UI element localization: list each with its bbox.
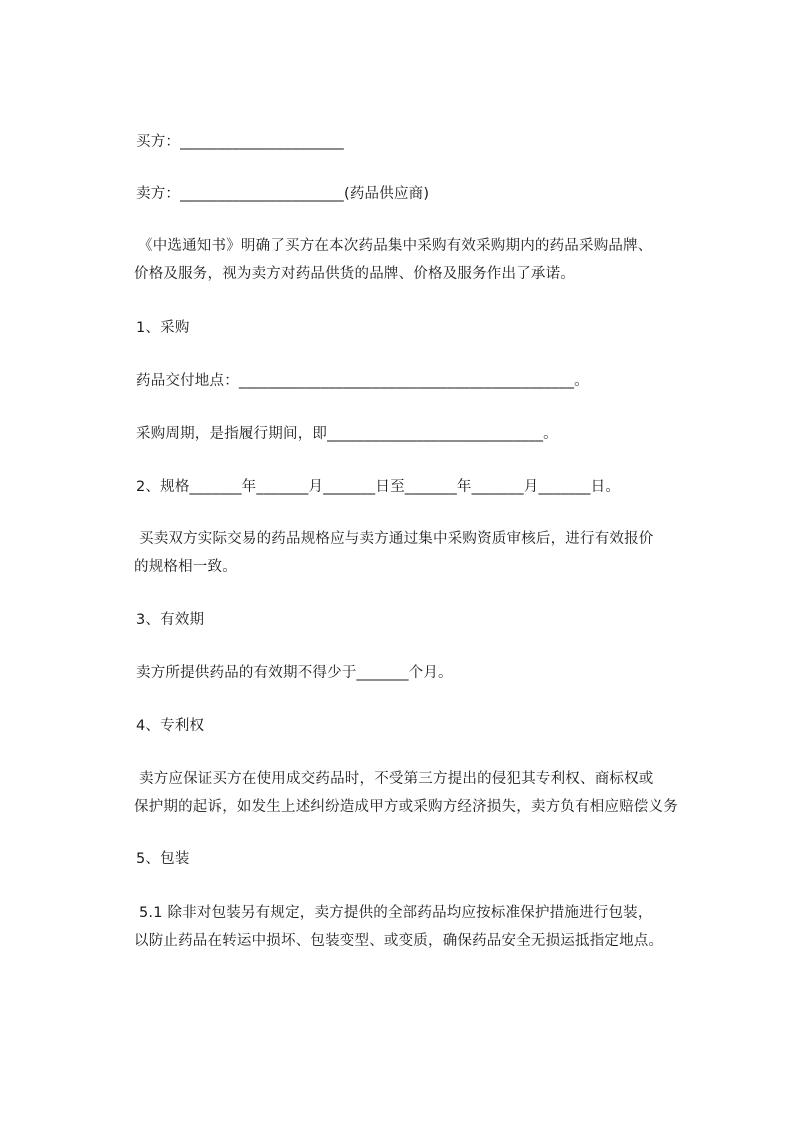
- section-4-title: 4、专利权: [136, 718, 205, 734]
- packaging-paragraph-line-2: 以防止药品在转运中损坏、包装变型、或变质，确保药品安全无损运抵指定地点。: [134, 933, 664, 949]
- buyer-line: 买方：______________________: [136, 134, 344, 150]
- seller-line: 卖方：______________________(药品供应商): [136, 186, 430, 202]
- spec-paragraph-line-1: 买卖双方实际交易的药品规格应与卖方通过集中采购资质审核后，进行有效报价: [139, 531, 654, 547]
- section-1-title: 1、采购: [136, 320, 190, 336]
- delivery-location-line: 药品交付地点：_____________________________________________。: [136, 373, 589, 389]
- section-3-title: 3、有效期: [136, 612, 205, 628]
- notice-paragraph-line-2: 价格及服务，视为卖方对药品供货的品牌、价格及服务作出了承诺。: [134, 266, 575, 282]
- section-5-title: 5、包装: [136, 851, 190, 867]
- notice-paragraph-line-1: 《中选通知书》明确了买方在本次药品集中采购有效采购期内的药品采购品牌、: [138, 238, 653, 254]
- patent-paragraph-line-1: 卖方应保证买方在使用成交药品时，不受第三方提出的侵犯其专利权、商标权或: [139, 771, 654, 787]
- patent-paragraph-line-2: 保护期的起诉，如发生上述纠纷造成甲方或采购方经济损失，卖方负有相应赔偿义务: [134, 799, 678, 815]
- spec-paragraph-line-2: 的规格相一致。: [134, 559, 237, 575]
- section-2-line: 2、规格_______年_______月_______日至_______年_______月_______日。: [136, 479, 621, 495]
- packaging-paragraph-line-1: 5.1 除非对包装另有规定，卖方提供的全部药品均应按标准保护措施进行包装，: [139, 905, 653, 921]
- validity-line: 卖方所提供药品的有效期不得少于_______个月。: [136, 665, 453, 681]
- purchase-period-line: 采购周期，是指履行期间，即_____________________________。: [136, 426, 558, 442]
